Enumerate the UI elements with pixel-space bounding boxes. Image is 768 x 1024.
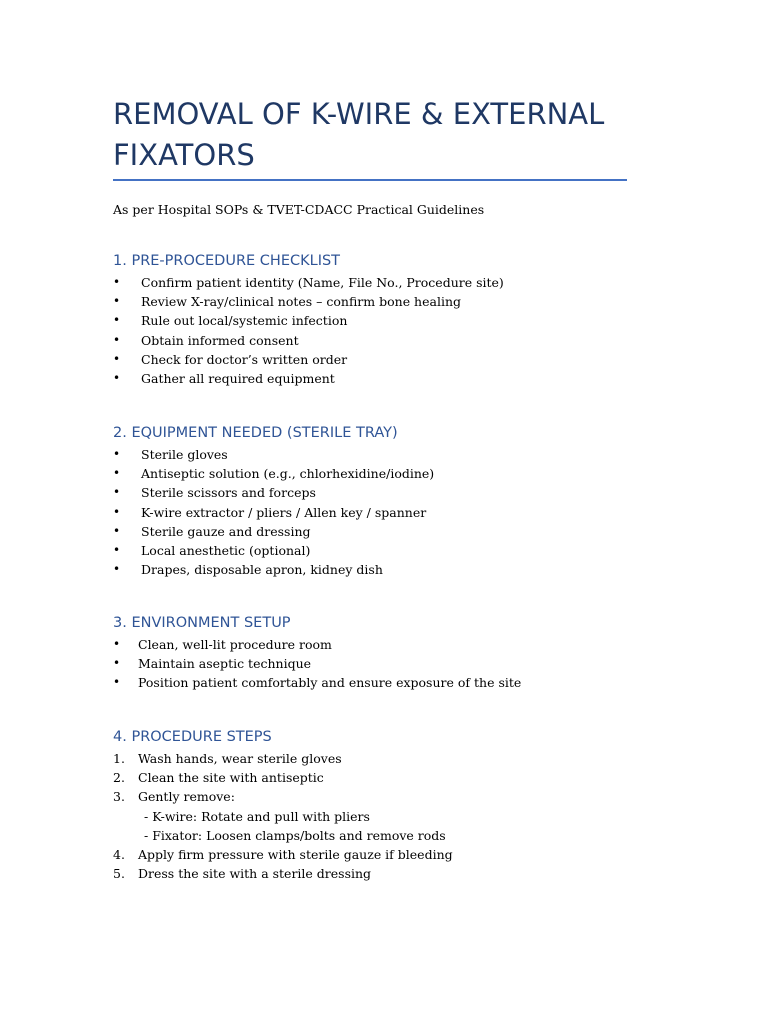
- title-underline: [113, 179, 627, 181]
- section-heading: 4. PROCEDURE STEPS: [113, 729, 272, 745]
- list-item: [113, 311, 673, 330]
- bullet-icon: •: [113, 504, 121, 519]
- page-title: REMOVAL OF K-WIRE & EXTERNAL FIXATORS: [113, 97, 605, 172]
- step-item: [113, 864, 673, 883]
- substep-item: - K-wire: Rotate and pull with pliers: [144, 808, 370, 824]
- list-item-text: Obtain informed consent: [141, 332, 299, 348]
- bullet-icon: •: [113, 275, 121, 289]
- list-item-text: Clean, well-lit procedure room: [138, 637, 332, 652]
- section-heading: 3. ENVIRONMENT SETUP: [113, 615, 291, 631]
- list-item-text: Antiseptic solution (e.g., chlorhexidine/iodine): [141, 466, 435, 482]
- checklist: [113, 273, 673, 388]
- step-item: [113, 845, 673, 864]
- step-text: Wash hands, wear sterile gloves: [138, 751, 342, 766]
- step-item: [113, 768, 673, 787]
- environment-list: [113, 635, 673, 693]
- bullet-icon: •: [113, 313, 121, 328]
- list-item: [113, 273, 673, 292]
- bullet-icon: •: [113, 466, 121, 481]
- section-heading: 2. EQUIPMENT NEEDED (STERILE TRAY): [113, 425, 398, 441]
- step-number: 3.: [113, 789, 125, 805]
- list-item-text: Drapes, disposable apron, kidney dish: [141, 562, 383, 578]
- bullet-icon: •: [113, 562, 121, 577]
- bullet-icon: •: [113, 523, 121, 538]
- list-item: [113, 654, 673, 673]
- subtitle: As per Hospital SOPs & TVET-CDACC Practical Guidelines: [113, 202, 485, 217]
- step-text: Dress the site with a sterile dressing: [138, 866, 372, 882]
- step-number: 1.: [113, 751, 125, 766]
- section-pre-procedure-checklist: [113, 251, 673, 388]
- bullet-icon: •: [113, 371, 121, 386]
- bullet-icon: •: [113, 332, 121, 347]
- step-number: 2.: [113, 770, 125, 786]
- list-item: [113, 522, 673, 541]
- bullet-icon: •: [113, 543, 121, 558]
- bullet-icon: •: [113, 637, 121, 651]
- step-number: 4.: [113, 847, 125, 863]
- step-text: Apply firm pressure with sterile gauze if bleeding: [138, 847, 453, 863]
- list-item-text: Sterile gauze and dressing: [141, 523, 311, 539]
- section-environment-setup: [113, 613, 673, 693]
- list-item: [113, 331, 673, 350]
- step-number: 5.: [113, 866, 125, 882]
- list-item-text: Maintain aseptic technique: [138, 656, 312, 672]
- list-item-text: Gather all required equipment: [141, 371, 335, 387]
- section-heading: 1. PRE-PROCEDURE CHECKLIST: [113, 253, 341, 269]
- bullet-icon: •: [113, 675, 121, 690]
- list-item: [113, 503, 673, 522]
- step-text: Clean the site with antiseptic: [138, 770, 324, 786]
- list-item-text: Review X-ray/clinical notes – confirm bone healing: [141, 294, 462, 310]
- list-item: [113, 635, 673, 654]
- list-item-text: Rule out local/systemic infection: [141, 313, 348, 329]
- list-item: [113, 292, 673, 311]
- list-item-text: Check for doctor’s written order: [141, 351, 348, 367]
- equipment-list: [113, 445, 673, 579]
- step-text: Gently remove:: [138, 789, 235, 805]
- list-item-text: Sterile gloves: [141, 447, 228, 462]
- list-item-text: Position patient comfortably and ensure exposure of the site: [138, 675, 522, 691]
- bullet-icon: •: [113, 656, 121, 671]
- step-item: [113, 787, 673, 806]
- list-item: [113, 350, 673, 369]
- bullet-icon: •: [113, 485, 121, 500]
- step-item: [113, 749, 673, 768]
- list-item-text: Sterile scissors and forceps: [141, 485, 316, 501]
- bullet-icon: •: [113, 447, 121, 461]
- list-item: [113, 673, 673, 692]
- section-equipment-needed: [113, 423, 673, 579]
- list-item: [113, 560, 673, 579]
- list-item-text: K-wire extractor / pliers / Allen key / spanner: [141, 504, 427, 520]
- list-item: [113, 369, 673, 388]
- list-item: [113, 483, 673, 502]
- list-item-text: Confirm patient identity (Name, File No., Procedure site): [141, 275, 504, 290]
- bullet-icon: •: [113, 294, 121, 309]
- list-item: [113, 445, 673, 464]
- procedure-steps-list: [113, 749, 673, 883]
- bullet-icon: •: [113, 351, 121, 366]
- substep-item: - Fixator: Loosen clamps/bolts and remove rods: [144, 827, 446, 843]
- section-procedure-steps: [113, 727, 673, 883]
- list-item: [113, 541, 673, 560]
- list-item-text: Local anesthetic (optional): [141, 543, 311, 559]
- list-item: [113, 464, 673, 483]
